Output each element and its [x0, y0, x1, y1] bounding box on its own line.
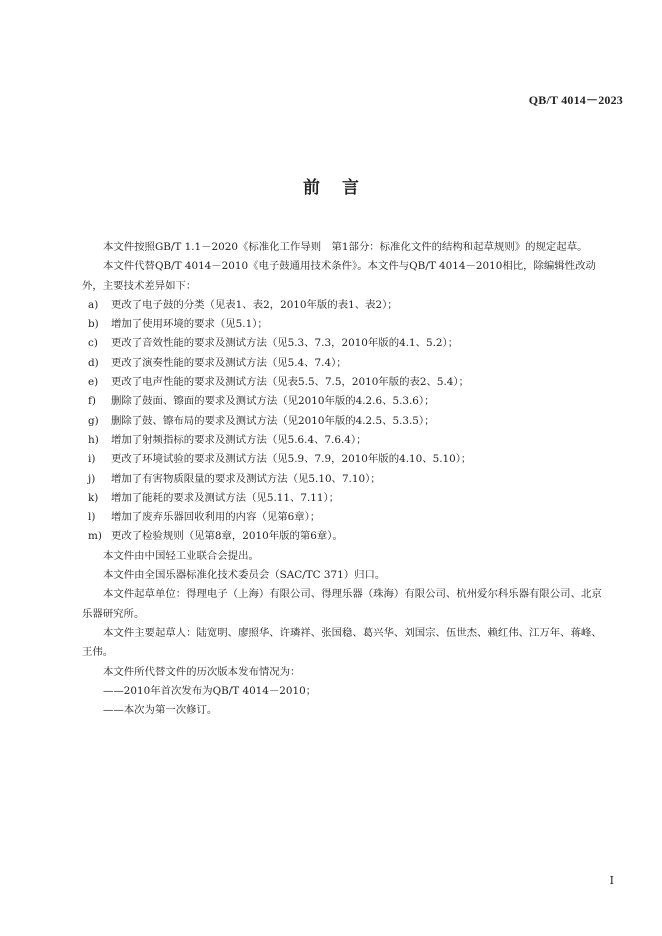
list-marker: d) — [88, 356, 99, 369]
page-title: 前言 — [303, 178, 381, 198]
list-marker: h) — [88, 433, 99, 446]
scope-paragraph: 本文件按照GB/T 1.1－2020《标准化工作导则 第1部分：标准化文件的结构和起草规则》的规定起草。 — [103, 241, 588, 253]
list-item-text: 删除了鼓、镲布局的要求及测试方法（见2010年版的4.2.5、5.3.5）； — [111, 414, 435, 427]
list-item — [82, 296, 602, 315]
history-item: ——2010年首次发布为QB/T 4014－2010； — [103, 684, 317, 697]
list-item-text: 更改了电子鼓的分类（见表1、表2，2010年版的表1、表2）； — [111, 298, 398, 311]
list-marker: m) — [88, 530, 102, 543]
list-item-text: 更改了电声性能的要求及测试方法（见表5.5、7.5，2010年版的表2、5.4）； — [111, 376, 469, 389]
list-item — [82, 527, 602, 546]
history-list — [82, 682, 602, 721]
list-item-text: 更改了演奏性能的要求及测试方法（见5.4、7.4）； — [111, 356, 347, 369]
list-marker: b) — [88, 318, 99, 331]
list-marker: l) — [88, 511, 96, 524]
list-marker: f) — [88, 395, 96, 408]
list-item — [82, 470, 602, 489]
list-marker: e) — [88, 376, 99, 389]
list-item — [82, 354, 602, 373]
list-item-text: 更改了音效性能的要求及测试方法（见5.3、7.3，2010年版的4.1、5.2）； — [111, 337, 459, 350]
list-item-text: 增加了废弃乐器回收利用的内容（见第6章）； — [111, 511, 321, 524]
history-item: ——本次为第一次修订。 — [103, 704, 218, 717]
list-item — [82, 450, 602, 469]
list-item — [82, 489, 602, 508]
list-item-text: 增加了射频指标的要求及测试方法（见5.6.4、7.6.4）； — [111, 433, 367, 446]
list-marker: g) — [88, 414, 99, 427]
list-item-text: 增加了使用环境的要求（见5.1）； — [111, 318, 268, 331]
list-marker: c) — [88, 337, 98, 350]
list-item — [82, 431, 602, 450]
managed-by-paragraph: 本文件由全国乐器标准化技术委员会（SAC/TC 371）归口。 — [103, 569, 386, 582]
list-item-text: 删除了鼓面、镲面的要求及测试方法（见2010年版的4.2.6、5.3.6）； — [111, 395, 435, 408]
replacement-paragraph: 本文件代替QB/T 4014－2010《电子鼓通用技术条件》。本文件与QB/T 4014－2010相比，除编辑性改动外，主要技术差异如下： — [82, 260, 596, 292]
list-item — [82, 315, 602, 334]
list-item — [82, 334, 602, 353]
history-intro-paragraph: 本文件所代替文件的历次版本发布情况为： — [103, 665, 301, 678]
list-item-text: 更改了环境试验的要求及测试方法（见5.9、7.9，2010年版的4.10、5.10）； — [111, 453, 472, 466]
list-marker: k) — [88, 491, 99, 504]
foreword-content — [82, 238, 602, 720]
drafting-units-paragraph: 本文件起草单位：得理电子（上海）有限公司、得理乐器（珠海）有限公司、杭州爱尔科乐器有限公司、北京乐器研究所。 — [82, 588, 602, 620]
list-item — [82, 508, 602, 527]
list-item-text: 增加了能耗的要求及测试方法（见5.11、7.11）； — [111, 491, 340, 504]
list-item-text: 增加了有害物质限量的要求及测试方法（见5.10、7.10）； — [111, 472, 381, 485]
list-marker: i) — [88, 453, 96, 466]
changes-list — [82, 296, 602, 547]
page-number: I — [609, 874, 614, 887]
drafters-paragraph: 本文件主要起草人：陆宽明、廖照华、许璘祥、张国稳、葛兴华、刘国宗、伍世杰、赖红伟、江万年、蒋峰、王伟。 — [82, 626, 602, 659]
doc-code: QB/T 4014－2023 — [528, 93, 623, 107]
list-item — [82, 412, 602, 431]
list-item — [82, 392, 602, 411]
list-item — [82, 373, 602, 392]
proposed-by-paragraph: 本文件由中国轻工业联合会提出。 — [103, 549, 259, 562]
list-marker: j) — [88, 472, 96, 485]
list-item-text: 更改了检验规则（见第8章，2010年版的第6章）。 — [111, 530, 343, 543]
list-marker: a) — [88, 298, 99, 311]
